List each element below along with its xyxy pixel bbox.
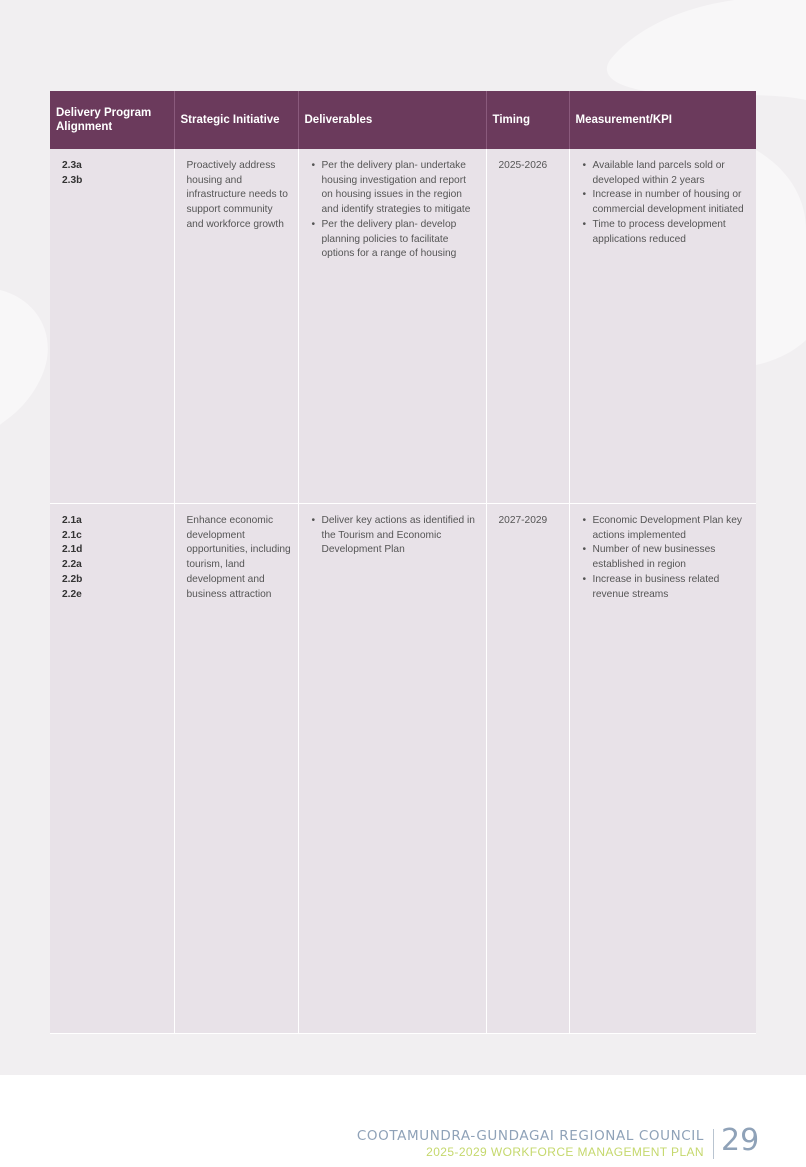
- alignment-code: 2.3b: [62, 174, 83, 186]
- header-deliverables: Deliverables: [298, 91, 486, 149]
- page-number: 29: [721, 1123, 760, 1158]
- alignment-code: 2.2b: [62, 573, 83, 585]
- workforce-plan-table: [50, 91, 756, 1034]
- initiative-cell: Enhance economic development opportunities, including tourism, land development and business attraction: [174, 504, 298, 1034]
- kpi-item: • Economic Development Plan key actions implemented: [593, 514, 751, 543]
- kpi-item: • Available land parcels sold or developed within 2 years: [593, 159, 751, 188]
- kpi-item: • Time to process development applications reduced: [593, 218, 751, 247]
- timing-cell: 2027-2029: [486, 504, 569, 1034]
- alignment-code: 2.2e: [62, 588, 82, 600]
- alignment-code: 2.1c: [62, 529, 82, 541]
- alignment-code: 2.3a: [62, 160, 82, 171]
- deliverables-cell: [298, 504, 486, 1034]
- kpi-cell: [569, 504, 756, 1034]
- alignment-code: 2.1a: [62, 515, 82, 526]
- alignment-code: 2.2a: [62, 559, 82, 571]
- footer-divider: [713, 1129, 714, 1159]
- alignment-cell: [50, 504, 174, 1034]
- kpi-item: • Increase in business related revenue streams: [593, 573, 751, 602]
- deliverable-item: • Per the delivery plan- undertake housing investigation and report on housing issues in the region and identify strategies to mitigate: [322, 159, 480, 218]
- kpi-cell: [569, 149, 756, 504]
- header-measurement-kpi: Measurement/KPI: [569, 91, 756, 149]
- deliverables-cell: [298, 149, 486, 504]
- deliverable-item: • Deliver key actions as identified in the Tourism and Economic Development Plan: [322, 514, 480, 558]
- kpi-item: • Number of new businesses established in region: [593, 543, 751, 572]
- header-timing: Timing: [486, 91, 569, 149]
- table-row: [50, 504, 756, 1034]
- timing-cell: 2025-2026: [486, 149, 569, 504]
- header-delivery-program-alignment: Delivery Program Alignment: [50, 91, 174, 149]
- alignment-code: 2.1d: [62, 544, 83, 556]
- alignment-cell: [50, 149, 174, 504]
- table-row: [50, 149, 756, 504]
- plan-name: 2025-2029 WORKFORCE MANAGEMENT PLAN: [426, 1145, 704, 1159]
- kpi-item: • Increase in number of housing or commercial development initiated: [593, 188, 751, 217]
- footer-text: [357, 1128, 704, 1159]
- initiative-cell: Proactively address housing and infrastructure needs to support community and workforce growth: [174, 149, 298, 504]
- council-name: COOTAMUNDRA-GUNDAGAI REGIONAL COUNCIL: [356, 1128, 704, 1144]
- deliverable-item: • Per the delivery plan- develop planning policies to facilitate options for a range of housing: [322, 218, 480, 262]
- header-strategic-initiative: Strategic Initiative: [174, 91, 298, 149]
- table-header-row: [50, 91, 756, 149]
